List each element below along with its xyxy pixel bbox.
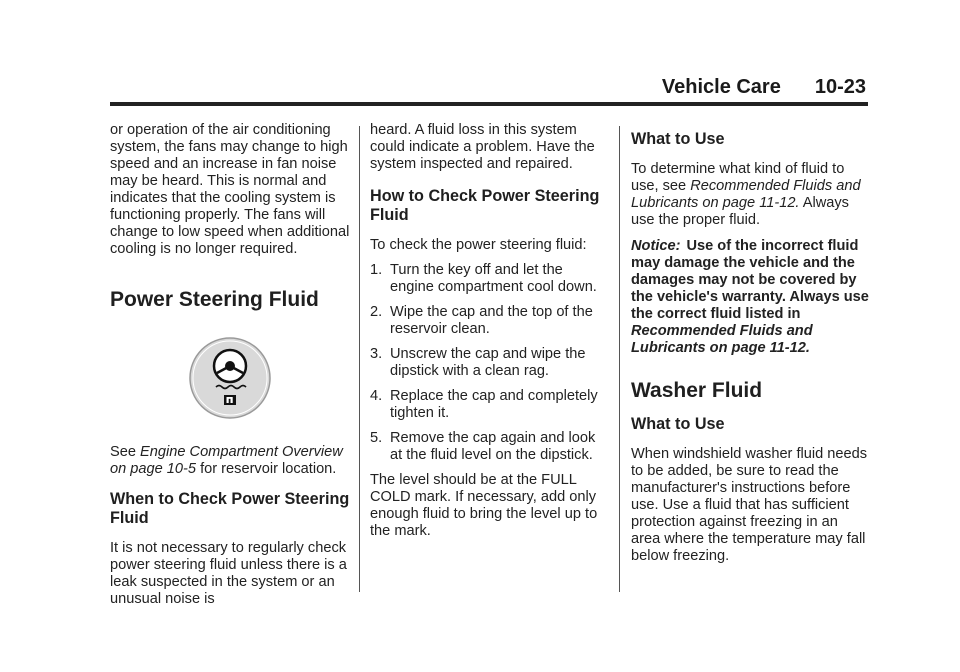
when-to-check-heading: When to Check Power Steering Fluid [110,490,350,527]
fluid-level-paragraph: The level should be at the FULL COLD mark. If necessary, add only enough fluid to bring the level up to the mark. [370,472,598,539]
section-title: Vehicle Care [661,76,781,98]
recommended-fluids-link[interactable]: Recommended Fluids and Lubricants on page 11-12. [631,178,861,211]
how-to-check-intro: To check the power steering fluid: [370,237,587,253]
column-1 [110,122,350,608]
column-divider-2 [619,126,620,592]
list-item: 5. Remove the cap again and look at the fluid level on the dipstick. [370,430,596,463]
column-2 [370,122,608,540]
steps-list [370,262,608,464]
washer-fluid-title: Washer Fluid [631,379,763,402]
list-item: 2. Wipe the cap and the top of the reservoir clean. [370,304,593,337]
what-to-use-paragraph: To determine what kind of fluid to use, see Recommended Fluids and Lubricants on page 11-12. Always use the proper fluid. [631,161,861,228]
notice-recommended-fluids-link[interactable]: Recommended Fluids and Lubricants on page 11-12. [631,323,813,356]
continued-paragraph: heard. A fluid loss in this system could indicate a problem. Have the system inspected and repaired. [370,122,595,172]
see-reference: See Engine Compartment Overview on page 10-5 for reservoir location. [110,444,343,477]
notice-paragraph: Notice: Use of the incorrect fluid may damage the vehicle and the damages may not be covered by the vehicle's warranty. Always use the correct fluid listed in Recommended Fluids and Lubricants on page 11-12. [631,238,869,356]
when-to-check-paragraph: It is not necessary to regularly check power steering fluid unless there is a leak suspected in the system or an unusual noise is [110,540,347,607]
washer-fluid-paragraph: When windshield washer fluid needs to be added, be sure to read the manufacturer's instructions before use. Use a fluid that has sufficient protection against freezing in an area where the temperature may fall below freezing. [631,446,868,564]
header-rule [110,102,868,106]
notice-label: Notice: [631,238,681,254]
page-header [662,76,866,99]
column-divider-1 [359,126,360,592]
intro-paragraph: or operation of the air conditioning system, the fans may change to high speed and an increase in fan noise may be heard. This is normal and indicates that the cooling system is functioning properly. The fans will change to low speed when additional cooling is no longer required. [110,122,350,257]
how-to-check-heading: How to Check Power Steering Fluid [370,187,600,224]
engine-compartment-link[interactable]: Engine Compartment Overview on page 10-5 [110,444,343,477]
list-item: 1. Turn the key off and let the engine compartment cool down. [370,262,597,295]
page-number: 10-23 [814,76,866,98]
power-steering-title: Power Steering Fluid [110,288,319,311]
list-item: 3. Unscrew the cap and wipe the dipstick with a clean rag. [370,346,586,379]
what-to-use-heading: What to Use [631,130,725,148]
washer-what-to-use-heading: What to Use [631,415,725,433]
power-steering-icon-wrap [110,336,350,420]
power-steering-fluid-icon [188,336,272,420]
column-3 [631,122,871,565]
list-item: 4. Replace the cap and completely tighten it. [370,388,598,421]
